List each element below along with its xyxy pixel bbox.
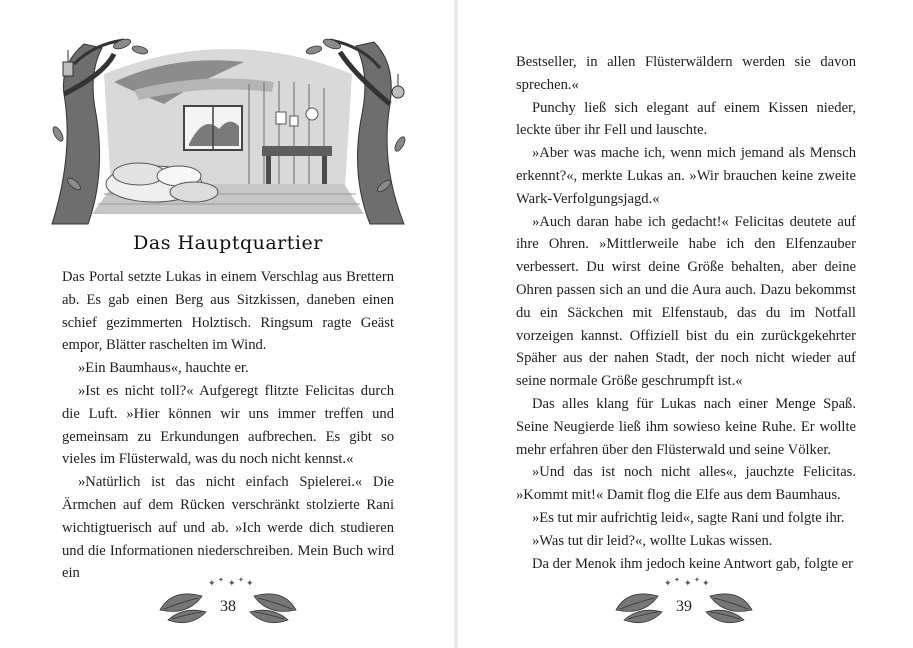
paragraph: Bestseller, in allen Flüsterwäldern werden sie davon sprechen.« (516, 54, 856, 93)
paragraph: »Auch daran habe ich gedacht!« Felicitas deutete auf ihre Ohren. »Mittlerweile habe ich den Elfenzauber verbessert. Du wirst deine Größe behalten, aber deine Ohren passen sich an und die Aura auch. Dazu bekommst du ein Säckchen mit Elfenstaub, das du im Notfall vorzeigen kannst. Offiziell bist du ein zurückgekehrter Späher aus der nahen Stadt, der noch nicht wieder auf seine normale Größe geschrumpft ist.« (516, 213, 856, 390)
paragraph: »Es tut mir aufrichtig leid«, sagte Rani und folgte ihr. (532, 509, 845, 526)
page-number: 38 (220, 598, 236, 615)
paragraph: Punchy ließ sich elegant auf einem Kissen nieder, leckte über ihr Fell und lauschte. (516, 99, 856, 139)
svg-text:✦: ✦ (684, 579, 692, 589)
page-number-ornament (614, 576, 754, 632)
svg-text:✦: ✦ (246, 579, 254, 589)
paragraph: »Aber was mache ich, wenn mich jemand als Mensch erkennt?«, merkte Lukas an. »Wir brauchen keine zweite Wark-Verfolgungsjagd.« (516, 145, 856, 207)
right-page-body-text (516, 51, 856, 575)
left-page-body-text (62, 266, 394, 585)
svg-text:✦: ✦ (674, 576, 680, 584)
svg-text:✦: ✦ (702, 579, 710, 589)
paragraph: Das alles klang für Lukas nach einer Menge Spaß. Seine Neugierde ließ ihm sowieso keine Ruhe. Er wollte mehr erfahren über den Flüsterwald und seine Völker. (516, 395, 856, 458)
paragraph: »Ist es nicht toll?« Aufgeregt flitzte Felicitas durch die Luft. »Hier können wir uns immer treffen und gemeinsam zu Erkundungen aufbrechen. Es gibt so vieles im Flüsterwald, was du noch nicht kennst.« (62, 382, 394, 468)
svg-text:✦: ✦ (664, 579, 672, 589)
paragraph: »Ein Baumhaus«, hauchte er. (78, 360, 249, 377)
paragraph: »Natürlich ist das nicht einfach Spielerei.« Die Ärmchen auf dem Rücken verschränkt stolzierte Rani wichtigtuerisch auf und ab. »Ich werde dich studieren und die Informationen niederschreiben. Mein Buch wird ein (62, 474, 394, 582)
page-number-ornament (158, 576, 298, 632)
treehouse-illustration (44, 34, 412, 228)
svg-text:✦: ✦ (694, 576, 700, 584)
left-page (0, 0, 456, 648)
svg-text:✦: ✦ (218, 576, 224, 584)
chapter-title: Das Hauptquartier (133, 232, 323, 254)
right-page (456, 0, 913, 648)
svg-text:✦: ✦ (208, 579, 216, 589)
paragraph: »Was tut dir leid?«, wollte Lukas wissen. (532, 532, 773, 549)
svg-text:✦: ✦ (228, 579, 236, 589)
page-number: 39 (676, 598, 692, 615)
paragraph: Da der Menok ihm jedoch keine Antwort gab, folgte er (532, 555, 853, 572)
svg-text:✦: ✦ (238, 576, 244, 584)
paragraph: »Und das ist noch nicht alles«, jauchzte Felicitas. »Kommt mit!« Damit flog die Elfe aus dem Baumhaus. (516, 464, 856, 504)
paragraph: Das Portal setzte Lukas in einem Verschlag aus Brettern ab. Es gab einen Berg aus Sitzkissen, daneben einen schief gezimmerten Holztisch. Ringsum ragte Geäst empor, Blätter raschelten im Wind. (62, 269, 394, 354)
